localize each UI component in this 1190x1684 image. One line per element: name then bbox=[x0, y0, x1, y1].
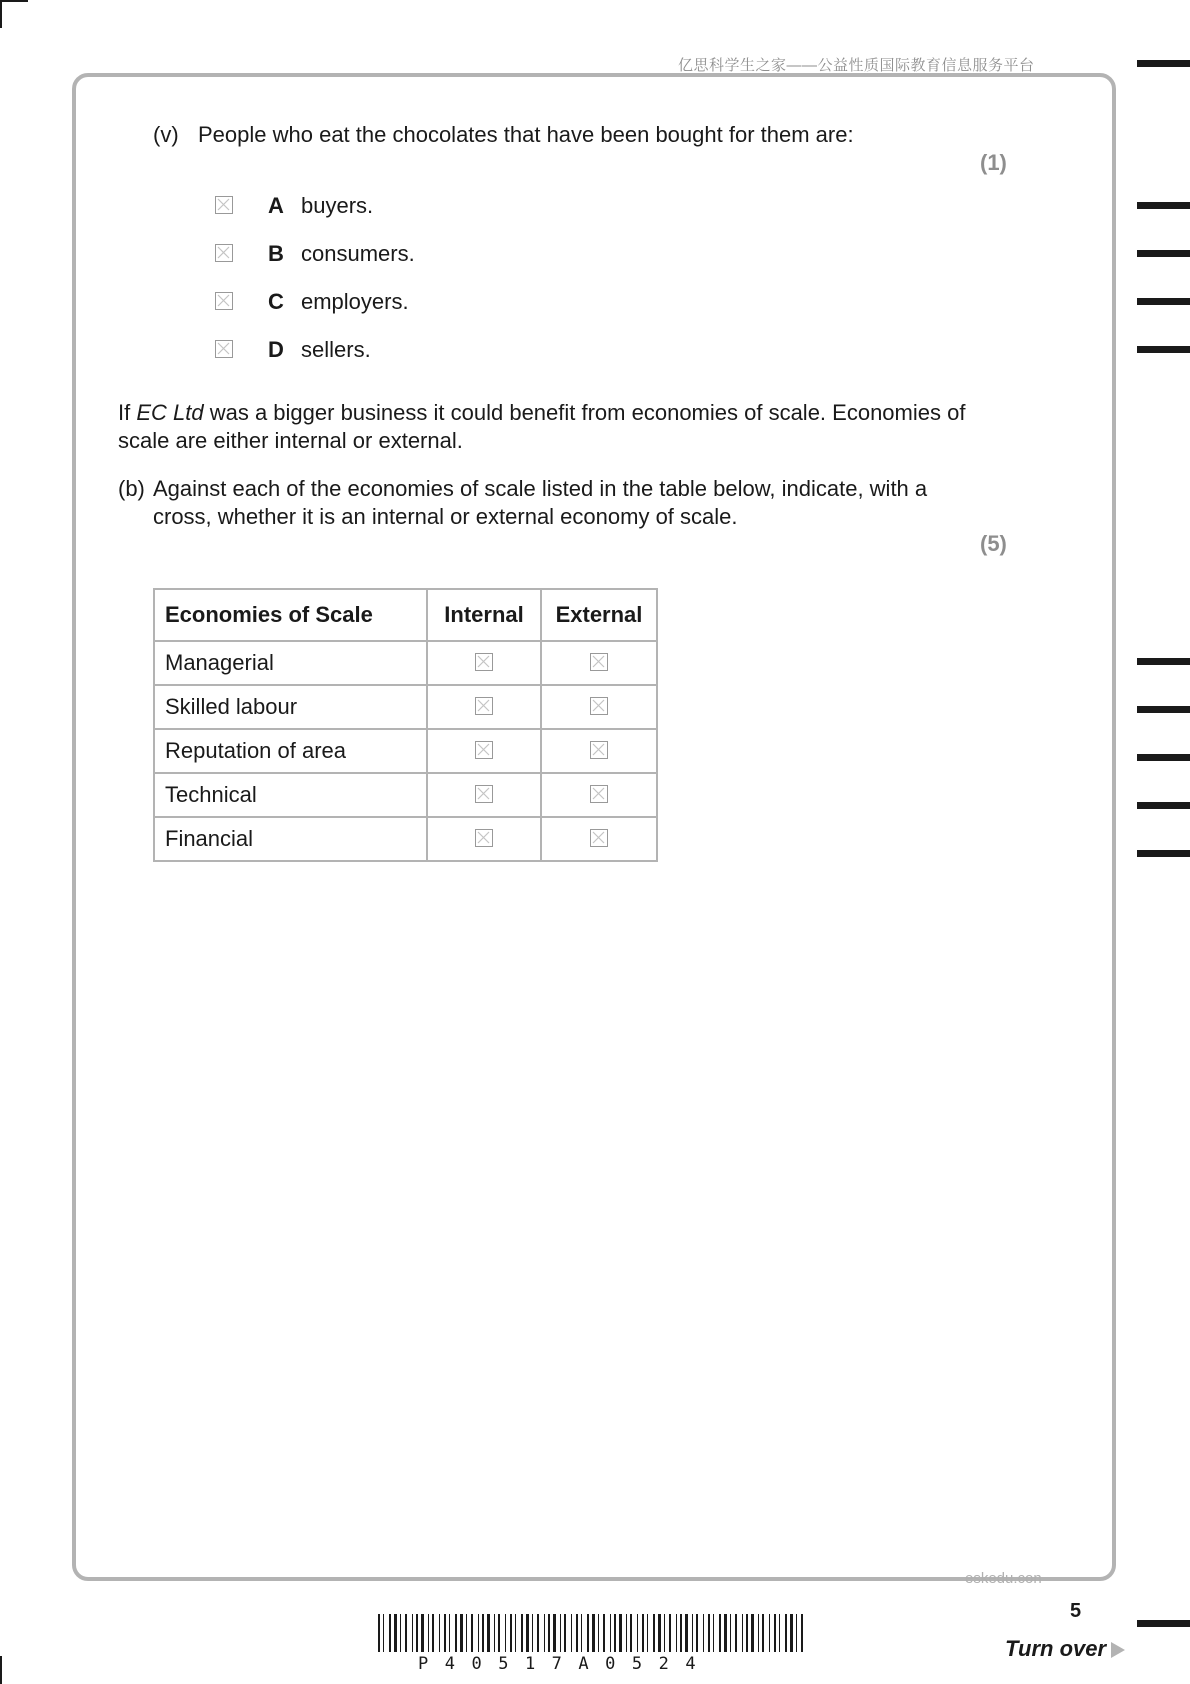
checkbox-icon[interactable] bbox=[215, 340, 233, 358]
table-row bbox=[154, 817, 657, 861]
turn-over-label: Turn over bbox=[1005, 1636, 1107, 1661]
margin-bar bbox=[1137, 706, 1190, 713]
page-number: 5 bbox=[1070, 1600, 1082, 1622]
option-letter: B bbox=[268, 241, 284, 266]
intro-text: was a bigger business it could benefit from economies of scale. Economies of scale are either internal or external. bbox=[118, 400, 966, 453]
checkbox-icon[interactable] bbox=[590, 785, 608, 803]
header-internal: Internal bbox=[427, 589, 541, 641]
external-cell bbox=[541, 641, 657, 685]
watermark-bottom: eskedu.con bbox=[965, 1570, 1042, 1587]
barcode-text: P40517A0524 bbox=[418, 1654, 713, 1674]
internal-cell bbox=[427, 817, 541, 861]
option-letter: D bbox=[268, 337, 284, 362]
barcode bbox=[378, 1614, 808, 1652]
internal-cell bbox=[427, 685, 541, 729]
internal-cell bbox=[427, 773, 541, 817]
external-cell bbox=[541, 773, 657, 817]
margin-bar bbox=[1137, 346, 1190, 353]
checkbox-icon[interactable] bbox=[475, 697, 493, 715]
external-cell bbox=[541, 817, 657, 861]
row-label: Managerial bbox=[154, 641, 427, 685]
checkbox-icon[interactable] bbox=[590, 829, 608, 847]
question-v-number: (v) bbox=[153, 122, 179, 147]
checkbox-icon[interactable] bbox=[215, 244, 233, 262]
row-label: Reputation of area bbox=[154, 729, 427, 773]
header-economies: Economies of Scale bbox=[154, 589, 427, 641]
row-label: Financial bbox=[154, 817, 427, 861]
checkbox-icon[interactable] bbox=[590, 653, 608, 671]
checkbox-icon[interactable] bbox=[215, 196, 233, 214]
option-letter: A bbox=[268, 193, 284, 218]
external-cell bbox=[541, 729, 657, 773]
crop-mark bbox=[0, 0, 28, 2]
margin-bar bbox=[1137, 250, 1190, 257]
table-row bbox=[154, 773, 657, 817]
margin-bar bbox=[1137, 850, 1190, 857]
table-row bbox=[154, 685, 657, 729]
row-label: Skilled labour bbox=[154, 685, 427, 729]
internal-cell bbox=[427, 729, 541, 773]
question-b-number: (b) bbox=[118, 476, 145, 501]
intro-text: If bbox=[118, 400, 137, 425]
question-b-marks: (5) bbox=[980, 531, 1007, 556]
checkbox-icon[interactable] bbox=[475, 829, 493, 847]
checkbox-icon[interactable] bbox=[215, 292, 233, 310]
checkbox-icon[interactable] bbox=[590, 697, 608, 715]
question-v-text: People who eat the chocolates that have been bought for them are: bbox=[198, 122, 854, 147]
margin-bar bbox=[1137, 298, 1190, 305]
table-header-row bbox=[154, 589, 657, 641]
crop-mark bbox=[0, 1656, 2, 1684]
intro-paragraph bbox=[118, 399, 1018, 455]
option-text: consumers. bbox=[301, 241, 415, 266]
economies-table bbox=[153, 588, 658, 862]
crop-mark bbox=[0, 0, 2, 28]
checkbox-icon[interactable] bbox=[475, 785, 493, 803]
company-name: EC Ltd bbox=[136, 400, 204, 425]
question-b-text: Against each of the economies of scale listed in the table below, indicate, with a cross, whether it is an internal or external economy of scale. bbox=[153, 476, 928, 529]
internal-cell bbox=[427, 641, 541, 685]
option-text: buyers. bbox=[301, 193, 374, 218]
table-row bbox=[154, 641, 657, 685]
turn-over-arrow-icon bbox=[1110, 1641, 1126, 1659]
margin-bar bbox=[1137, 1620, 1190, 1627]
option-text: sellers. bbox=[301, 337, 371, 362]
margin-bar bbox=[1137, 754, 1190, 761]
checkbox-icon[interactable] bbox=[475, 741, 493, 759]
option-letter: C bbox=[268, 289, 284, 314]
checkbox-icon[interactable] bbox=[475, 653, 493, 671]
margin-bar bbox=[1137, 802, 1190, 809]
option-text: employers. bbox=[301, 289, 409, 314]
checkbox-icon[interactable] bbox=[590, 741, 608, 759]
question-v-marks: (1) bbox=[980, 150, 1007, 175]
margin-bar bbox=[1137, 60, 1190, 67]
header-external: External bbox=[541, 589, 657, 641]
margin-bar bbox=[1137, 658, 1190, 665]
row-label: Technical bbox=[154, 773, 427, 817]
watermark-top: 亿思科学生之家——公益性质国际教育信息服务平台 bbox=[678, 57, 1035, 74]
table-row bbox=[154, 729, 657, 773]
margin-bar bbox=[1137, 202, 1190, 209]
external-cell bbox=[541, 685, 657, 729]
